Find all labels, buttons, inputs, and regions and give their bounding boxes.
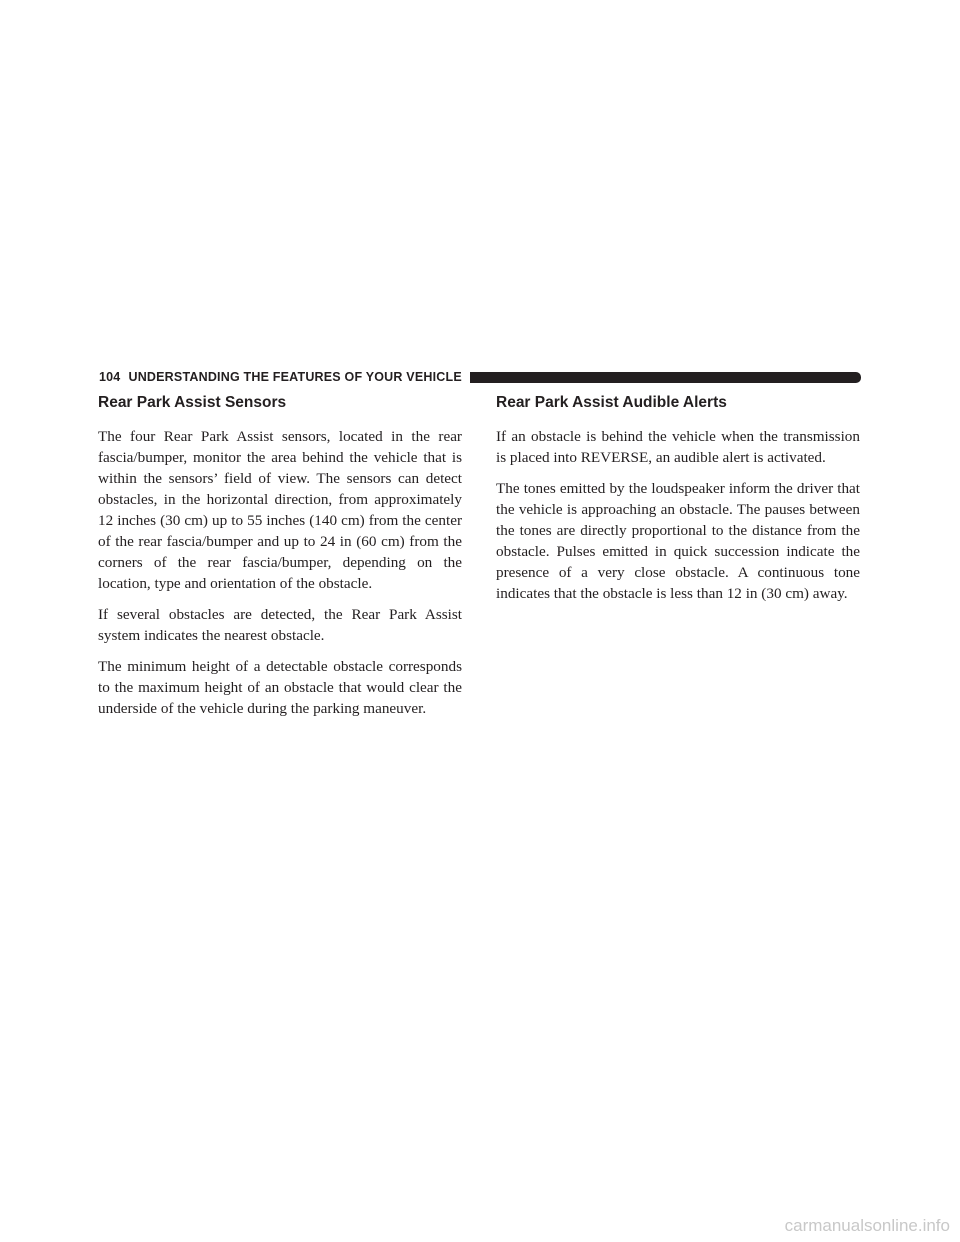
page-header	[99, 368, 861, 386]
watermark[interactable]: carmanualsonline.info	[784, 1216, 950, 1235]
right-column	[496, 394, 860, 614]
page-number: 104	[99, 370, 121, 384]
paragraph: If several obstacles are detected, the Rear Park Assist system indicates the nearest obstacle.	[98, 606, 462, 644]
paragraph: The minimum height of a detectable obstacle corresponds to the maximum height of an obstacle that would clear the underside of the vehicle during the parking maneuver.	[98, 658, 462, 717]
heading-rear-park-assist-sensors: Rear Park Assist Sensors	[98, 394, 287, 411]
paragraph: The tones emitted by the loudspeaker inform the driver that the vehicle is approaching an obstacle. The pauses between the tones are directly proportional to the distance from the obstacle. Pulses emitted in quick succession indicate the presence of a very close obstacle. A continuous tone indicates that the obstacle is less than 12 in (30 cm) away.	[496, 480, 860, 602]
paragraph: The four Rear Park Assist sensors, located in the rear fascia/bumper, monitor the area behind the vehicle that is within the sensors’ field of view. The sensors can detect obstacles, in the horizontal direction, from approximately 12 inches (30 cm) up to 55 inches (140 cm) from the center of the rear fascia/bumper and up to 24 in (60 cm) from the corners of the rear fascia/bumper, depending on the location, type and orientation of the obstacle.	[98, 428, 462, 592]
heading-rear-park-assist-audible-alerts: Rear Park Assist Audible Alerts	[496, 394, 727, 411]
paragraph: If an obstacle is behind the vehicle when the transmission is placed into REVERSE, an audible alert is activated.	[496, 428, 860, 466]
section-title: UNDERSTANDING THE FEATURES OF YOUR VEHICLE	[128, 370, 462, 384]
left-column	[98, 394, 462, 729]
header-rule	[470, 372, 861, 383]
